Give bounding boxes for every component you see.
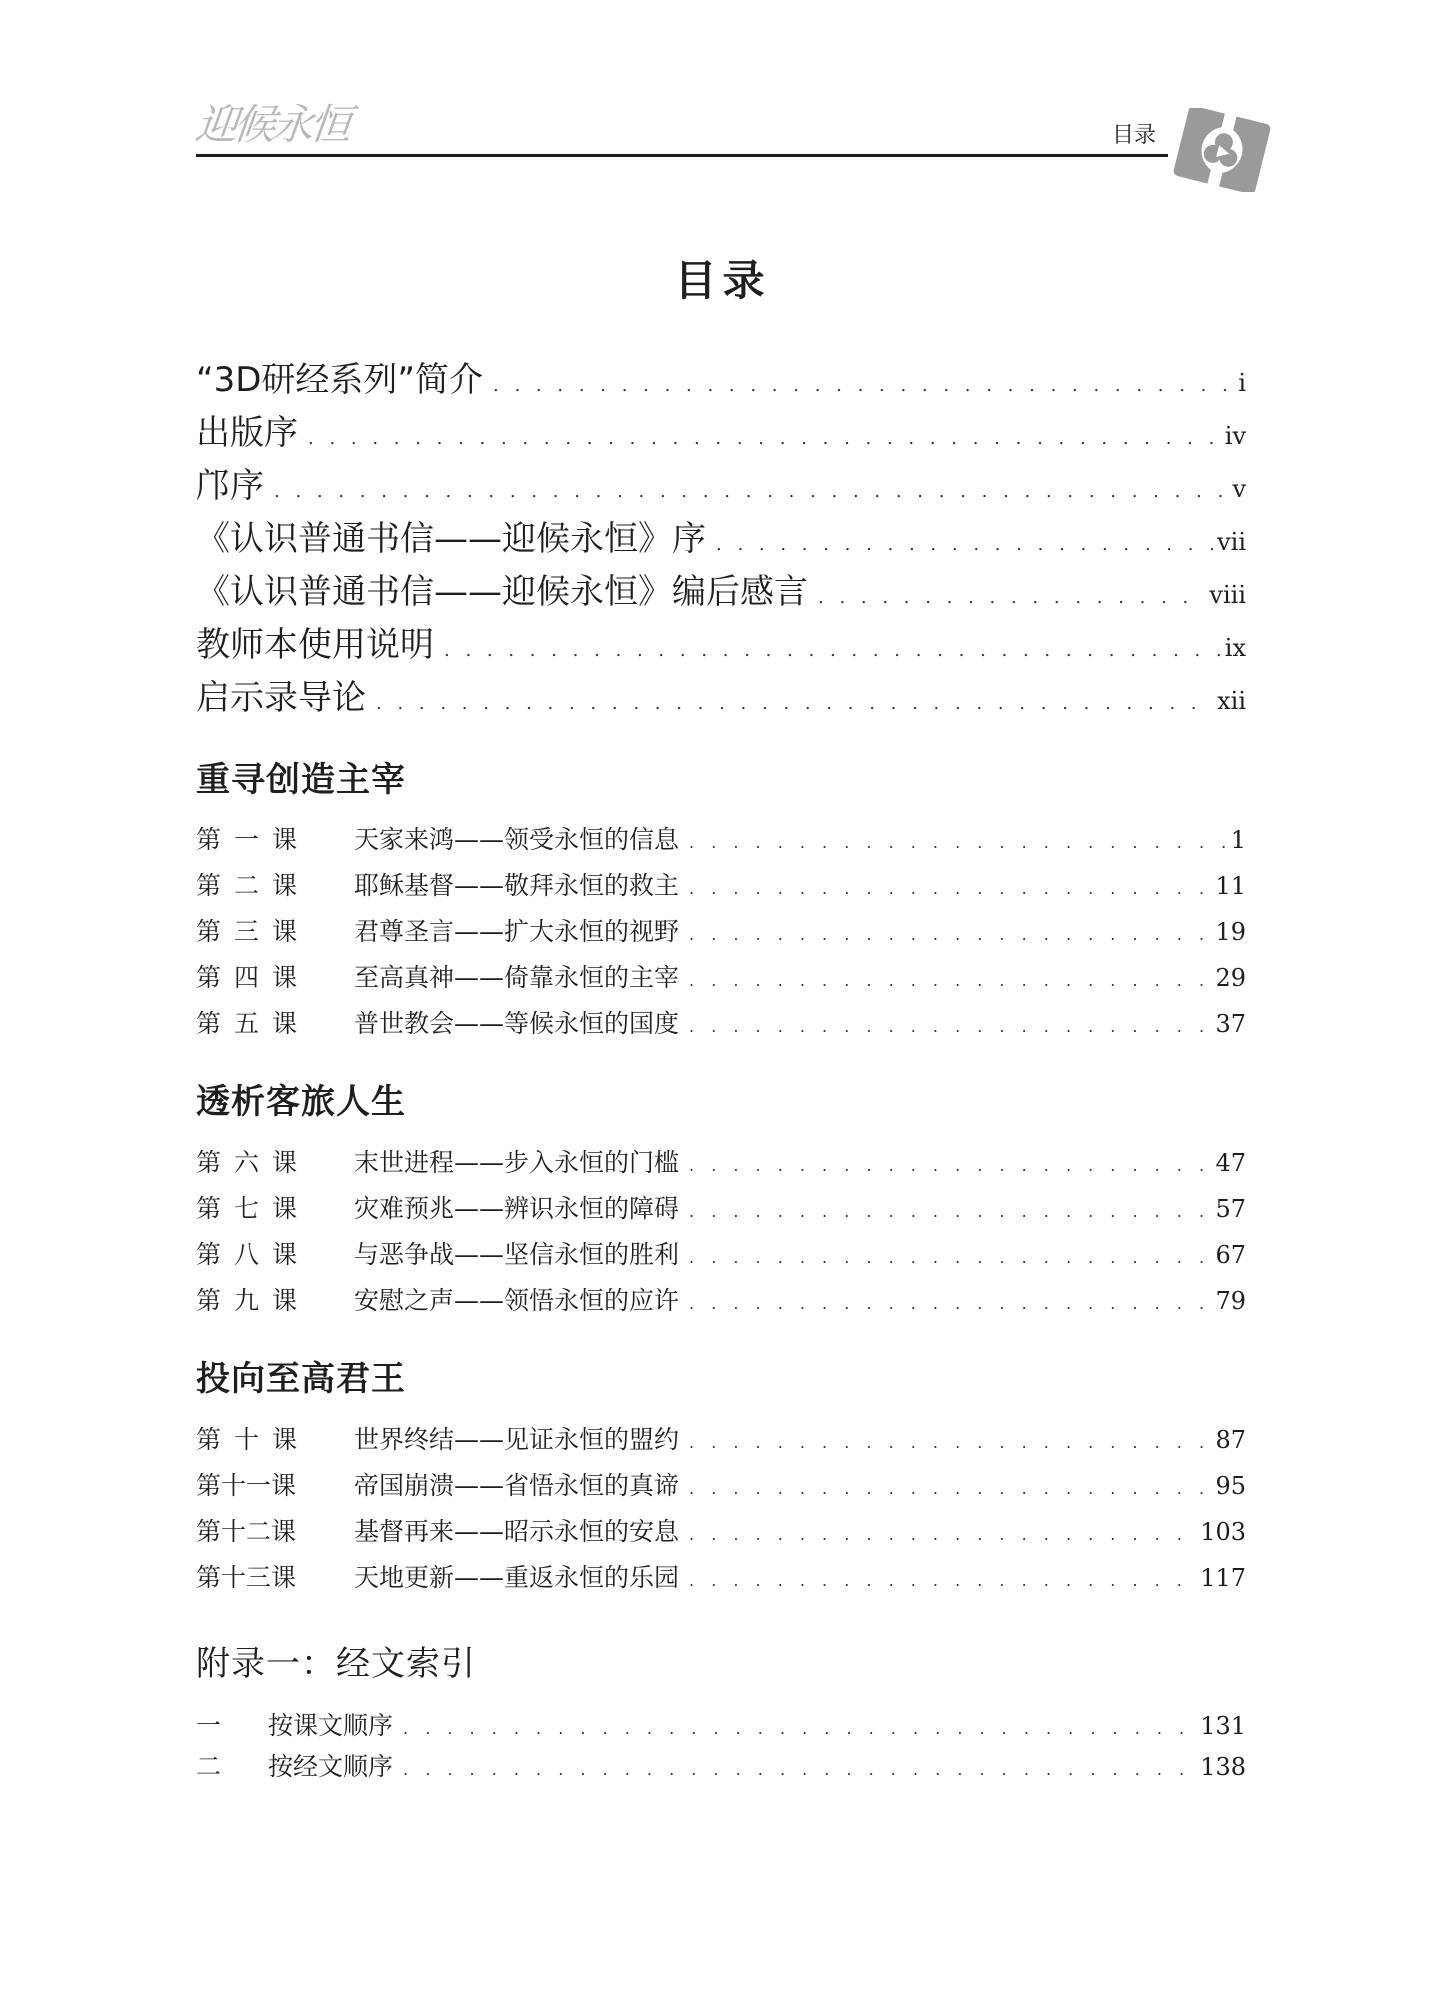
lesson-page: 47 — [1215, 1149, 1246, 1177]
part-title: 投向至高君王 — [196, 1359, 406, 1399]
lesson-entry[interactable] — [196, 1281, 1246, 1317]
dot-leader — [689, 925, 1211, 944]
lesson-number: 第一课 — [196, 825, 311, 854]
page-title: 目录 — [674, 256, 771, 305]
lesson-title: 帝国崩溃——省悟永恒的真谛 — [354, 1471, 680, 1500]
dot-leader — [493, 375, 1234, 396]
series-emblem-icon — [1172, 108, 1272, 192]
lesson-number: 第七课 — [196, 1194, 311, 1223]
lesson-title: 君尊圣言——扩大永恒的视野 — [354, 917, 680, 946]
lesson-number: 第九课 — [196, 1286, 311, 1315]
lesson-page: 79 — [1215, 1287, 1246, 1315]
appendix-title: 附录一：经文索引 — [196, 1644, 476, 1684]
dot-leader — [274, 481, 1228, 502]
lesson-title: 基督再来——昭示永恒的安息 — [354, 1517, 680, 1546]
entry-label: 出版序 — [196, 413, 298, 453]
toc-entry[interactable] — [196, 458, 1246, 507]
dot-leader — [376, 693, 1213, 714]
dot-leader — [716, 534, 1213, 555]
entry-page: ix — [1224, 634, 1246, 662]
entry-label: “3D研经系列”简介 — [196, 360, 484, 400]
toc-entry[interactable] — [196, 617, 1246, 666]
appendix-page: 131 — [1200, 1712, 1246, 1740]
lesson-entry[interactable] — [196, 1189, 1246, 1225]
toc-entry[interactable] — [196, 405, 1246, 454]
lesson-title: 与恶争战——坚信永恒的胜利 — [354, 1240, 680, 1269]
dot-leader — [689, 971, 1211, 990]
entry-page: viii — [1209, 581, 1246, 609]
book-logo: 迎候永恒 — [193, 100, 351, 149]
toc-entry[interactable] — [196, 511, 1246, 560]
lesson-number: 第二课 — [196, 871, 311, 900]
lesson-entry[interactable] — [196, 820, 1246, 856]
lesson-entry[interactable] — [196, 958, 1246, 994]
lesson-entry[interactable] — [196, 1143, 1246, 1179]
appendix-page: 138 — [1200, 1753, 1246, 1781]
lesson-number: 第三课 — [196, 917, 311, 946]
toc-entry[interactable] — [196, 352, 1246, 401]
dot-leader — [403, 1719, 1196, 1738]
appendix-title-text: 按经文顺序 — [268, 1752, 394, 1781]
lesson-page: 37 — [1215, 1010, 1246, 1038]
dot-leader — [308, 428, 1221, 449]
lesson-page: 67 — [1215, 1241, 1246, 1269]
dot-leader — [689, 1202, 1211, 1221]
lesson-title: 天地更新——重返永恒的乐园 — [354, 1563, 680, 1592]
entry-label: 《认识普通书信——迎候永恒》序 — [196, 519, 706, 559]
entry-page: v — [1232, 475, 1246, 503]
entry-page: xii — [1217, 687, 1246, 715]
appendix-number: 二 — [196, 1752, 222, 1781]
entry-page: i — [1238, 369, 1246, 397]
lesson-title: 灾难预兆——辨识永恒的障碍 — [354, 1194, 680, 1223]
lesson-title: 世界终结——见证永恒的盟约 — [354, 1425, 680, 1454]
dot-leader — [689, 1156, 1211, 1175]
dot-leader — [689, 1525, 1196, 1544]
toc-entry[interactable] — [196, 670, 1246, 719]
lesson-title: 普世教会——等候永恒的国度 — [354, 1009, 680, 1038]
lesson-page: 19 — [1215, 918, 1246, 946]
lesson-page: 29 — [1215, 964, 1246, 992]
dot-leader — [818, 587, 1205, 608]
entry-label: 《认识普通书信——迎候永恒》编后感言 — [196, 572, 808, 612]
header-rule — [196, 154, 1168, 157]
lesson-page: 95 — [1215, 1472, 1246, 1500]
lesson-title: 安慰之声——领悟永恒的应许 — [354, 1286, 680, 1315]
entry-page: vii — [1217, 528, 1246, 556]
appendix-title-text: 按课文顺序 — [268, 1711, 394, 1740]
appendix-entry[interactable] — [196, 1747, 1246, 1783]
part-title: 透析客旅人生 — [196, 1082, 406, 1122]
lesson-title: 至高真神——倚靠永恒的主宰 — [354, 963, 680, 992]
lesson-title: 末世进程——步入永恒的门槛 — [354, 1148, 680, 1177]
lesson-page: 117 — [1200, 1564, 1246, 1592]
dot-leader — [689, 1294, 1211, 1313]
lesson-number: 第十三课 — [196, 1563, 297, 1592]
lesson-title: 耶稣基督——敬拜永恒的救主 — [354, 871, 680, 900]
lesson-number: 第五课 — [196, 1009, 311, 1038]
dot-leader — [689, 1571, 1196, 1590]
lesson-number: 第六课 — [196, 1148, 311, 1177]
lesson-title: 天家来鸿——领受永恒的信息 — [354, 825, 680, 854]
running-header-section: 目录 — [1112, 123, 1157, 148]
part-title: 重寻创造主宰 — [196, 760, 406, 800]
lesson-entry[interactable] — [196, 1466, 1246, 1502]
dot-leader — [403, 1760, 1196, 1779]
lesson-entry[interactable] — [196, 1235, 1246, 1271]
lesson-entry[interactable] — [196, 1558, 1246, 1594]
lesson-page: 87 — [1215, 1426, 1246, 1454]
toc-entry[interactable] — [196, 564, 1246, 613]
lesson-page: 57 — [1215, 1195, 1246, 1223]
dot-leader — [689, 1017, 1211, 1036]
lesson-number: 第十一课 — [196, 1471, 297, 1500]
appendix-entry[interactable] — [196, 1706, 1246, 1742]
lesson-entry[interactable] — [196, 1512, 1246, 1548]
lesson-number: 第十课 — [196, 1425, 311, 1454]
entry-page: iv — [1224, 422, 1246, 450]
lesson-entry[interactable] — [196, 1420, 1246, 1456]
lesson-entry[interactable] — [196, 866, 1246, 902]
lesson-entry[interactable] — [196, 912, 1246, 948]
lesson-number: 第八课 — [196, 1240, 311, 1269]
dot-leader — [689, 1479, 1211, 1498]
dot-leader — [689, 1433, 1211, 1452]
entry-label: 教师本使用说明 — [196, 625, 434, 665]
appendix-number: 一 — [196, 1711, 222, 1740]
entry-label: 邝序 — [196, 466, 264, 506]
lesson-entry[interactable] — [196, 1004, 1246, 1040]
lesson-page: 11 — [1215, 872, 1246, 900]
lesson-page: 103 — [1200, 1518, 1246, 1546]
dot-leader — [689, 833, 1227, 852]
dot-leader — [689, 879, 1211, 898]
lesson-number: 第十二课 — [196, 1517, 297, 1546]
dot-leader — [444, 640, 1221, 661]
lesson-number: 第四课 — [196, 963, 311, 992]
entry-label: 启示录导论 — [196, 678, 366, 718]
dot-leader — [689, 1248, 1211, 1267]
lesson-page: 1 — [1230, 826, 1246, 854]
